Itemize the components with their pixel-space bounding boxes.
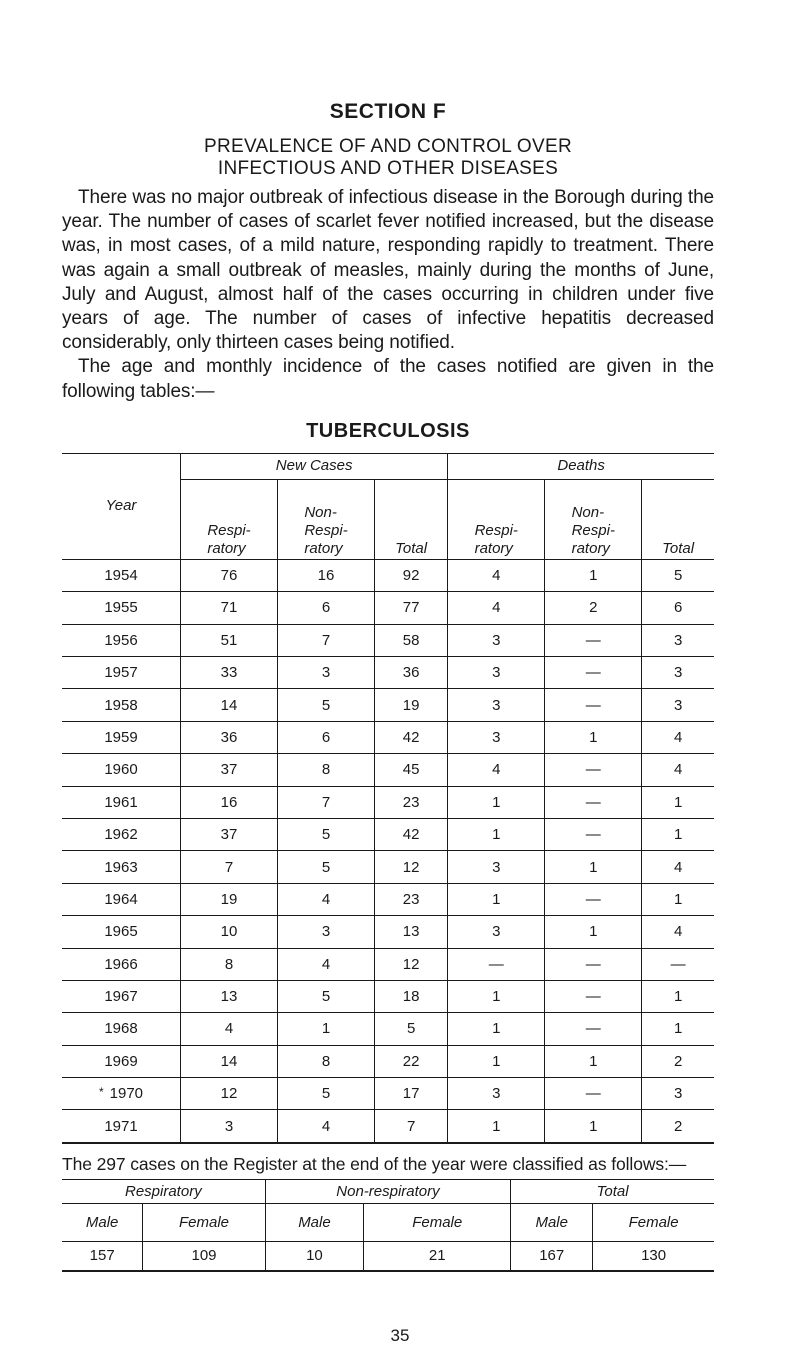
value-cell: 45: [375, 754, 448, 786]
table-row: [62, 1078, 714, 1110]
year-cell: [62, 689, 181, 721]
value-cell: 7: [375, 1110, 448, 1143]
value-cell: 3: [642, 689, 714, 721]
value-cell: 5: [278, 980, 375, 1012]
value-cell: 4: [642, 721, 714, 753]
value-cell: 4: [642, 754, 714, 786]
footnote-marker: *: [98, 1085, 104, 1100]
value-cell: 42: [375, 721, 448, 753]
value-cell: 1: [448, 1045, 545, 1077]
body-text: [62, 186, 714, 404]
tuberculosis-table: [62, 453, 714, 1144]
summary-cell: 167: [511, 1241, 593, 1271]
value-cell: 3: [642, 1078, 714, 1110]
year-label: 1964: [104, 890, 138, 908]
year-cell: [62, 624, 181, 656]
year-cell: [62, 559, 181, 591]
table-row: [62, 754, 714, 786]
year-label: 1966: [104, 955, 138, 973]
male-header: Male: [511, 1203, 593, 1241]
male-header: Male: [265, 1203, 363, 1241]
year-label: 1960: [104, 761, 138, 779]
year-cell: [62, 754, 181, 786]
year-cell: [62, 786, 181, 818]
year-label: 1959: [104, 728, 138, 746]
female-header: Female: [364, 1203, 511, 1241]
value-cell: —: [642, 948, 714, 980]
year-label: 1967: [104, 988, 138, 1006]
value-cell: 1: [448, 1013, 545, 1045]
value-cell: 2: [642, 1110, 714, 1143]
value-cell: 7: [278, 786, 375, 818]
value-cell: 6: [278, 592, 375, 624]
value-cell: 4: [278, 948, 375, 980]
section-title: SECTION F: [329, 100, 447, 123]
paragraph-1: There was no major outbreak of infectious disease in the Borough during the year. The number of cases of scarlet fever notified increased, but the disease was, in most cases, of a mild nature, responding rapidly to treatment. There was again a small outbreak of measles, mainly during the months of June, July and August, almost half of the cases occurring in children under five years of age. The number of cases of infective hepatitis decreased considerably, only thirteen cases being notified.: [62, 187, 714, 354]
value-cell: 19: [375, 689, 448, 721]
value-cell: 5: [278, 1078, 375, 1110]
table-title: TUBERCULOSIS: [306, 419, 470, 442]
value-cell: 3: [448, 916, 545, 948]
summary-cell: 10: [265, 1241, 363, 1271]
value-cell: 77: [375, 592, 448, 624]
value-cell: —: [545, 948, 642, 980]
table-row: [62, 948, 714, 980]
value-cell: 4: [448, 754, 545, 786]
table-row: [62, 1045, 714, 1077]
page-heading: [62, 136, 714, 180]
value-cell: —: [545, 624, 642, 656]
value-cell: 5: [375, 1013, 448, 1045]
value-cell: 1: [278, 1013, 375, 1045]
value-cell: 71: [181, 592, 278, 624]
value-cell: 36: [375, 657, 448, 689]
value-cell: 3: [278, 916, 375, 948]
value-cell: 14: [181, 1045, 278, 1077]
value-cell: 8: [278, 1045, 375, 1077]
year-cell: [62, 883, 181, 915]
year-label: 1961: [104, 793, 138, 811]
value-cell: 1: [642, 883, 714, 915]
value-cell: 23: [375, 883, 448, 915]
value-cell: 3: [642, 624, 714, 656]
new-nonrespiratory-header: Non- Respi- ratory: [278, 479, 375, 559]
table-row: [62, 1013, 714, 1045]
value-cell: 12: [375, 851, 448, 883]
value-cell: 37: [181, 754, 278, 786]
value-cell: —: [545, 1078, 642, 1110]
table-row: [62, 980, 714, 1012]
year-label: 1968: [104, 1020, 138, 1038]
value-cell: 5: [278, 818, 375, 850]
year-cell: [62, 1013, 181, 1045]
value-cell: 17: [375, 1078, 448, 1110]
value-cell: 76: [181, 559, 278, 591]
value-cell: 37: [181, 818, 278, 850]
new-respiratory-header: Respi- ratory: [181, 479, 278, 559]
deaths-total-header: Total: [642, 479, 714, 559]
table-row: [62, 916, 714, 948]
value-cell: 13: [181, 980, 278, 1012]
paragraph-2: The age and monthly incidence of the cases notified are given in the following tables:—: [62, 356, 714, 402]
year-header: Year: [62, 453, 181, 559]
table-row: [62, 689, 714, 721]
value-cell: —: [448, 948, 545, 980]
value-cell: 7: [181, 851, 278, 883]
year-label: 1965: [104, 923, 138, 941]
value-cell: —: [545, 883, 642, 915]
value-cell: 1: [545, 559, 642, 591]
year-cell: [62, 1078, 181, 1110]
total-group-header: Total: [511, 1179, 714, 1203]
value-cell: 22: [375, 1045, 448, 1077]
value-cell: 92: [375, 559, 448, 591]
value-cell: 3: [448, 624, 545, 656]
value-cell: 8: [278, 754, 375, 786]
value-cell: —: [545, 657, 642, 689]
value-cell: 1: [545, 721, 642, 753]
value-cell: 1: [448, 980, 545, 1012]
value-cell: 7: [278, 624, 375, 656]
year-cell: [62, 1045, 181, 1077]
value-cell: 23: [375, 786, 448, 818]
value-cell: —: [545, 1013, 642, 1045]
year-cell: [62, 657, 181, 689]
year-label: 1954: [104, 567, 138, 585]
value-cell: 6: [642, 592, 714, 624]
male-header: Male: [62, 1203, 143, 1241]
value-cell: 58: [375, 624, 448, 656]
value-cell: —: [545, 980, 642, 1012]
year-cell: [62, 980, 181, 1012]
table-row: [62, 592, 714, 624]
year-label: 1958: [104, 696, 138, 714]
value-cell: 4: [642, 851, 714, 883]
value-cell: 18: [375, 980, 448, 1012]
value-cell: 2: [642, 1045, 714, 1077]
year-cell: [62, 1110, 181, 1143]
tuberculosis-table-body: [62, 559, 714, 1143]
value-cell: —: [545, 786, 642, 818]
value-cell: 4: [642, 916, 714, 948]
value-cell: 12: [181, 1078, 278, 1110]
value-cell: 1: [642, 786, 714, 818]
summary-cell: 157: [62, 1241, 143, 1271]
value-cell: 19: [181, 883, 278, 915]
value-cell: 6: [278, 721, 375, 753]
year-cell: [62, 721, 181, 753]
value-cell: 3: [642, 657, 714, 689]
value-cell: 33: [181, 657, 278, 689]
value-cell: 4: [278, 1110, 375, 1143]
year-label: 1971: [104, 1117, 138, 1135]
year-cell: [62, 948, 181, 980]
respiratory-group-header: Respiratory: [62, 1179, 265, 1203]
table-row: [62, 818, 714, 850]
value-cell: 5: [278, 689, 375, 721]
value-cell: 12: [375, 948, 448, 980]
value-cell: 3: [448, 851, 545, 883]
page-number: 35: [390, 1326, 410, 1345]
value-cell: 16: [181, 786, 278, 818]
year-cell: [62, 916, 181, 948]
table-row: [62, 1110, 714, 1143]
value-cell: 51: [181, 624, 278, 656]
value-cell: 1: [448, 883, 545, 915]
document-page: [62, 100, 714, 1272]
value-cell: 1: [448, 1110, 545, 1143]
year-label: 1962: [104, 826, 138, 844]
value-cell: 1: [545, 916, 642, 948]
deaths-header: Deaths: [448, 453, 714, 479]
table-row: [62, 559, 714, 591]
value-cell: —: [545, 754, 642, 786]
value-cell: —: [545, 689, 642, 721]
value-cell: 1: [642, 980, 714, 1012]
value-cell: —: [545, 818, 642, 850]
value-cell: 3: [278, 657, 375, 689]
female-header: Female: [593, 1203, 714, 1241]
table-row: [62, 883, 714, 915]
female-header: Female: [143, 1203, 265, 1241]
value-cell: 1: [448, 818, 545, 850]
value-cell: 8: [181, 948, 278, 980]
value-cell: 3: [448, 1078, 545, 1110]
value-cell: 1: [642, 1013, 714, 1045]
summary-cell: 21: [364, 1241, 511, 1271]
summary-cell: 109: [143, 1241, 265, 1271]
value-cell: 4: [181, 1013, 278, 1045]
value-cell: 13: [375, 916, 448, 948]
value-cell: 1: [448, 786, 545, 818]
table-row: [62, 851, 714, 883]
value-cell: 5: [278, 851, 375, 883]
value-cell: 3: [448, 721, 545, 753]
register-summary-table: [62, 1179, 714, 1272]
value-cell: 4: [278, 883, 375, 915]
heading-line-2: INFECTIOUS AND OTHER DISEASES: [217, 158, 559, 179]
value-cell: 1: [545, 1045, 642, 1077]
value-cell: 1: [642, 818, 714, 850]
value-cell: 3: [181, 1110, 278, 1143]
value-cell: 42: [375, 818, 448, 850]
value-cell: 3: [448, 689, 545, 721]
year-label: 1970: [109, 1085, 144, 1103]
table-row: [62, 786, 714, 818]
year-label: 1955: [104, 599, 138, 617]
value-cell: 2: [545, 592, 642, 624]
table-row: [62, 657, 714, 689]
value-cell: 1: [545, 1110, 642, 1143]
value-cell: 16: [278, 559, 375, 591]
heading-line-1: PREVALENCE OF AND CONTROL OVER: [204, 136, 572, 157]
new-cases-header: New Cases: [181, 453, 448, 479]
year-label: 1969: [104, 1052, 138, 1070]
table-row: [62, 721, 714, 753]
value-cell: 1: [545, 851, 642, 883]
table-row: [62, 624, 714, 656]
summary-cell: 130: [593, 1241, 714, 1271]
value-cell: 4: [448, 592, 545, 624]
new-total-header: Total: [375, 479, 448, 559]
year-label: 1963: [104, 858, 138, 876]
nonrespiratory-group-header: Non-respiratory: [265, 1179, 511, 1203]
deaths-nonrespiratory-header: Non- Respi- ratory: [545, 479, 642, 559]
year-label: 1957: [104, 664, 138, 682]
value-cell: 3: [448, 657, 545, 689]
year-cell: [62, 592, 181, 624]
value-cell: 5: [642, 559, 714, 591]
value-cell: 14: [181, 689, 278, 721]
year-cell: [62, 818, 181, 850]
value-cell: 36: [181, 721, 278, 753]
year-label: 1956: [104, 631, 138, 649]
value-cell: 4: [448, 559, 545, 591]
value-cell: 10: [181, 916, 278, 948]
deaths-respiratory-header: Respi- ratory: [448, 479, 545, 559]
summary-intro: The 297 cases on the Register at the end of the year were classified as follows:—: [62, 1153, 687, 1174]
year-cell: [62, 851, 181, 883]
